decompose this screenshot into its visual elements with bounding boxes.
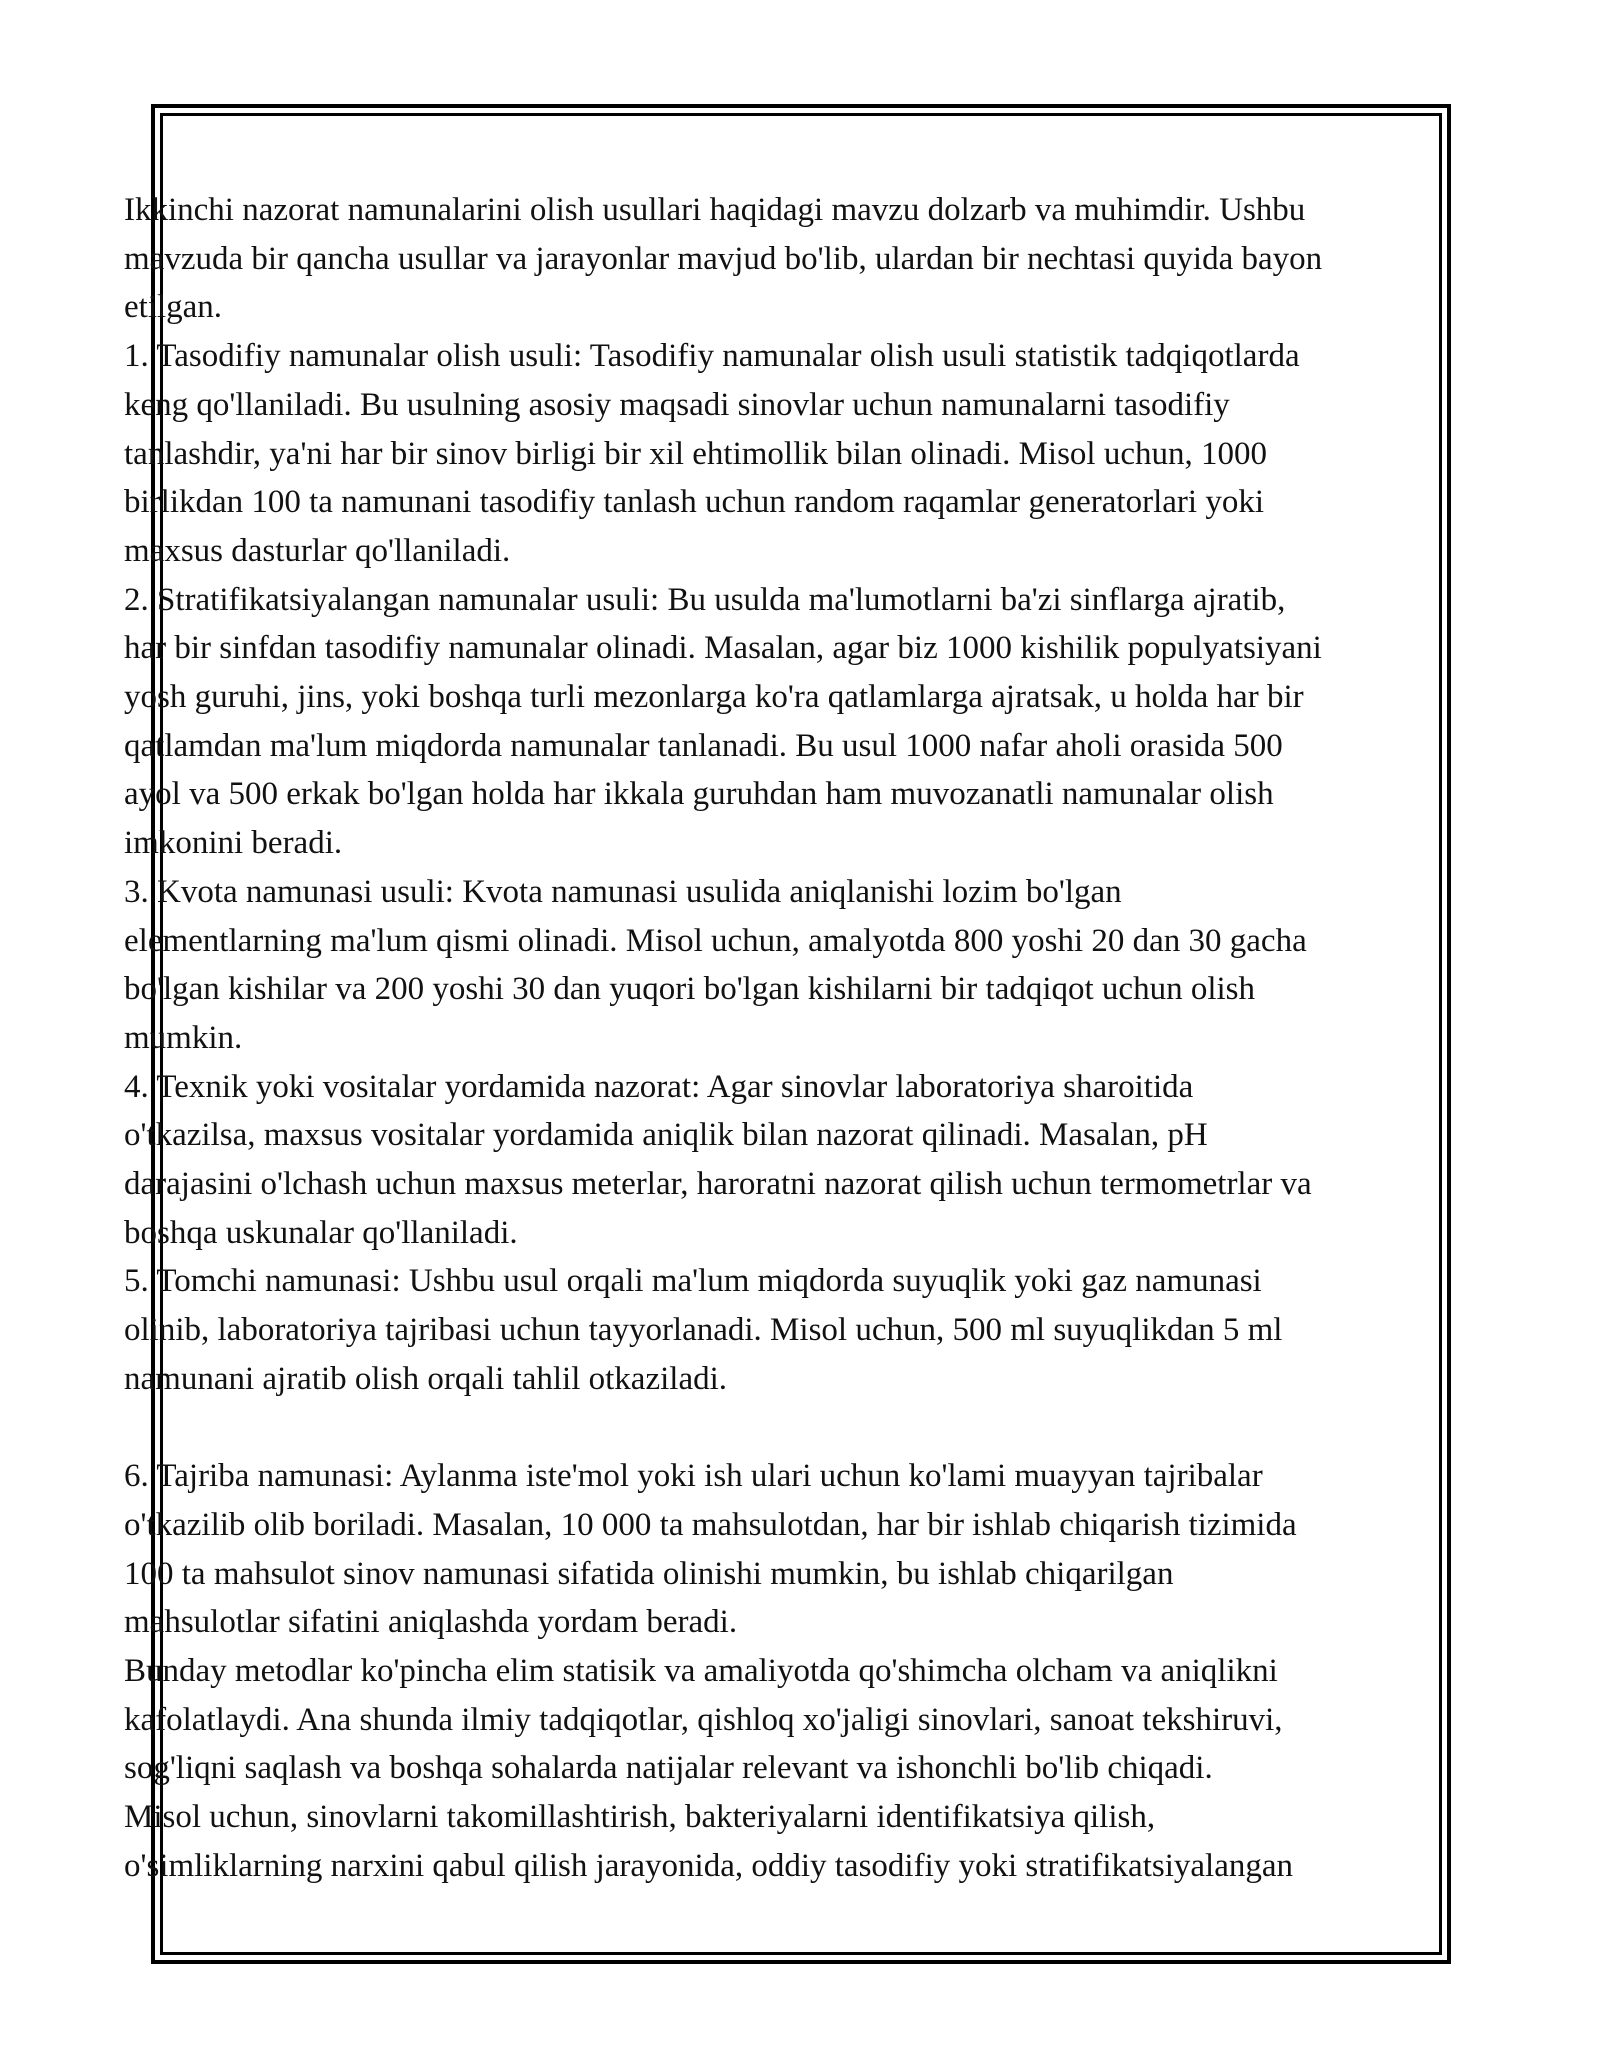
text-line: mavzuda bir qancha usullar va jarayonlar mavjud bo'lib, ulardan bir nechtasi quyida bayon xyxy=(124,240,1323,277)
text-line: mumkin. xyxy=(124,1019,243,1056)
text-line: boshqa uskunalar qo'llaniladi. xyxy=(124,1214,518,1251)
text-line: etilgan. xyxy=(124,289,223,326)
text-line: 6. Tajriba namunasi: Aylanma iste'mol yoki ish ulari uchun ko'lami muayyan tajribalar xyxy=(124,1458,1263,1495)
text-line: qatlamdan ma'lum miqdorda namunalar tanlanadi. Bu usul 1000 nafar aholi orasida 500 xyxy=(124,727,1283,764)
text-line: tanlashdir, ya'ni har bir sinov birligi bir xil ehtimollik bilan olinadi. Misol uchun, 1000 xyxy=(124,435,1267,472)
text-line: 2. Stratifikatsiyalangan namunalar usuli: Bu usulda ma'lumotlarni ba'zi sinflarga ajratib, xyxy=(124,581,1286,618)
text-line: imkonini beradi. xyxy=(124,825,343,862)
text-line: o'tkazilib olib boriladi. Masalan, 10 000 ta mahsulotdan, har bir ishlab chiqarish tizimida xyxy=(124,1506,1297,1543)
text-line: o'simliklarning narxini qabul qilish jarayonida, oddiy tasodifiy yoki stratifikatsiyalangan xyxy=(124,1847,1293,1884)
text-line: bo'lgan kishilar va 200 yoshi 30 dan yuqori bo'lgan kishilarni bir tadqiqot uchun olish xyxy=(124,971,1256,1008)
text-line: o'tkazilsa, maxsus vositalar yordamida aniqlik bilan nazorat qilinadi. Masalan, pH xyxy=(124,1117,1208,1154)
text-line: 5. Tomchi namunasi: Ushbu usul orqali ma'lum miqdorda suyuqlik yoki gaz namunasi xyxy=(124,1263,1262,1300)
text-line: sog'liqni saqlash va boshqa sohalarda natijalar relevant va ishonchli bo'lib chiqadi. xyxy=(124,1750,1213,1787)
text-line: namunani ajratib olish orqali tahlil otkaziladi. xyxy=(124,1360,728,1397)
text-line: mahsulotlar sifatini aniqlashda yordam beradi. xyxy=(124,1604,738,1641)
text-line: har bir sinfdan tasodifiy namunalar olinadi. Masalan, agar biz 1000 kishilik populyatsiyani xyxy=(124,630,1322,667)
text-line: yosh guruhi, jins, yoki boshqa turli mezonlarga ko'ra qatlamlarga ajratsak, u holda har bir xyxy=(124,679,1304,716)
text-line: 100 ta mahsulot sinov namunasi sifatida olinishi mumkin, bu ishlab chiqarilgan xyxy=(124,1555,1174,1592)
text-line: 1. Tasodifiy namunalar olish usuli: Tasodifiy namunalar olish usuli statistik tadqiqotlarda xyxy=(124,338,1300,375)
text-line: Bunday metodlar ko'pincha elim statisik va amaliyotda qo'shimcha olcham va aniqlikni xyxy=(124,1653,1278,1690)
text-line: 3. Kvota namunasi usuli: Kvota namunasi usulida aniqlanishi lozim bo'lgan xyxy=(124,873,1122,910)
text-line: darajasini o'lchash uchun maxsus meterlar, haroratni nazorat qilish uchun termometrlar va xyxy=(124,1166,1312,1203)
text-line: maxsus dasturlar qo'llaniladi. xyxy=(124,532,511,569)
text-line: keng qo'llaniladi. Bu usulning asosiy maqsadi sinovlar uchun namunalarni tasodifiy xyxy=(124,386,1230,423)
text-line: ayol va 500 erkak bo'lgan holda har ikkala guruhdan ham muvozanatli namunalar olish xyxy=(124,776,1274,813)
text-line: Ikkinchi nazorat namunalarini olish usullari haqidagi mavzu dolzarb va muhimdir. Ushbu xyxy=(124,192,1306,228)
text-line: kafolatlaydi. Ana shunda ilmiy tadqiqotlar, qishloq xo'jaligi sinovlari, sanoat tekshiruvi, xyxy=(124,1701,1283,1738)
text-line: elementlarning ma'lum qismi olinadi. Misol uchun, amalyotda 800 yoshi 20 dan 30 gacha xyxy=(124,922,1307,959)
document-body xyxy=(124,186,1446,1891)
text-line: Misol uchun, sinovlarni takomillashtirish, bakteriyalarni identifikatsiya qilish, xyxy=(124,1799,1156,1836)
text-line: olinib, laboratoriya tajribasi uchun tayyorlanadi. Misol uchun, 500 ml suyuqlikdan 5 ml xyxy=(124,1312,1283,1349)
blank-line xyxy=(124,1404,1446,1453)
text-line: birlikdan 100 ta namunani tasodifiy tanlash uchun random raqamlar generatorlari yoki xyxy=(124,484,1264,521)
text-line: 4. Texnik yoki vositalar yordamida nazorat: Agar sinovlar laboratoriya sharoitida xyxy=(124,1068,1194,1105)
